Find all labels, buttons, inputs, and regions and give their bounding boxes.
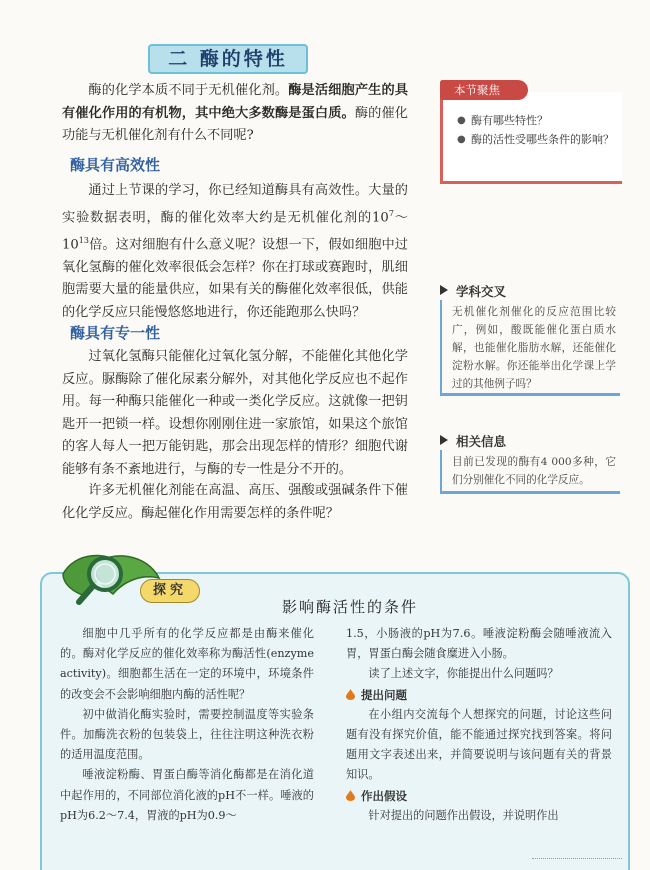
heading-efficiency: 酶具有高效性 <box>70 156 161 174</box>
cross-discipline-title <box>440 282 506 300</box>
focus-list <box>457 112 619 150</box>
explore-title: 影响酶活性的条件 <box>281 598 418 616</box>
footer-mark <box>532 858 622 866</box>
step2-text: 针对提出的问题作出假设，并说明作出 <box>368 808 559 822</box>
exponent-13: 13 <box>78 235 89 245</box>
efficiency-text-b: ～10 <box>62 209 408 252</box>
triangle-marker-icon <box>440 285 448 295</box>
explore-left-p2: 初中做消化酶实验时，需要控制温度等实验条件。加酶洗衣粉的包装袋上，往往注明这种洗衣粉的适用温度范围。 <box>60 707 314 762</box>
cross-discipline-text: 无机催化剂催化的反应范围比较广，例如，酸既能催化蛋白质水解，也能催化脂肪水解，还能催化淀粉水解。你还能举出化学课上学过的其他例子吗？ <box>440 300 620 396</box>
related-info-title <box>440 432 506 450</box>
intro-plain-start: 酶的化学本质不同于无机催化剂。 <box>88 83 289 98</box>
step1-title: 提出问题 <box>361 687 407 702</box>
info-title-text: 相关信息 <box>456 434 507 449</box>
paragraph-specificity: 过氧化氢酶只能催化过氧化氢分解，不能催化其他化学反应。脲酶除了催化尿素分解外，对其他化学反应也不起作用。每一种酶只能催化一种或一类化学反应。这就像一把钥匙开一把锁一样。设想你刚刚住进一家旅馆，如果这个旅馆的客人每人一把万能钥匙，那会出现怎样的情形？细胞代谢能够有条不紊地进行，与酶的专一性是分不开的。 <box>62 349 408 477</box>
explore-left-p1: 细胞中几乎所有的化学反应都是由酶来催化的。酶对化学反应的催化效率称为酶活性(enzyme activity)。细胞都生活在一定的环境中，环境条件的改变会不会影响细胞内酶的活性呢？ <box>60 627 314 701</box>
step2-title: 作出假设 <box>361 788 407 803</box>
explore-right-p1: 1.5，小肠液的pH为7.6。唾液淀粉酶会随唾液流入胃，胃蛋白酶会随食糜进入小肠。 <box>346 627 612 661</box>
exponent-7: 7 <box>388 208 394 218</box>
heading-specificity: 酶具有专一性 <box>70 324 161 342</box>
intro-plain-end: 酶的催化功能与无机催化剂有什么不同呢? <box>62 105 408 144</box>
cross-title-text: 学科交叉 <box>456 284 507 299</box>
step-hypothesis <box>346 786 612 806</box>
explore-left-column <box>60 624 314 826</box>
triangle-marker-icon <box>440 435 448 445</box>
drop-icon <box>346 790 355 801</box>
paragraph-efficiency <box>62 180 408 324</box>
focus-item: ● 酶有哪些特性？ <box>457 112 619 129</box>
explore-tag: 探究 <box>140 579 200 603</box>
step1-text: 在小组内交流每个人想探究的问题，讨论这些问题有没有探究价值，能不能通过探究找到答案。将问题用文字表述出来，并简要说明与该问题有关的背景知识。 <box>346 707 612 782</box>
focus-item: ● 酶的活性受哪些条件的影响？ <box>457 131 619 148</box>
explore-right-p2: 读了上述文字，你能提出什么问题吗？ <box>368 667 559 681</box>
paragraph-conditions: 许多无机催化剂能在高温、高压、强酸或强碱条件下催化化学反应。酶起催化作用需要怎样的条件呢？ <box>62 483 408 521</box>
focus-box <box>440 83 622 184</box>
drop-icon <box>346 689 355 700</box>
intro-paragraph <box>62 80 408 148</box>
efficiency-text-a: 通过上节课的学习，你已经知道酶具有高效性。大量的实验数据表明，酶的催化效率大约是无机催化剂的10 <box>62 183 408 225</box>
section-heading: 二 酶的特性 <box>148 44 308 74</box>
step-ask-question <box>346 685 612 705</box>
efficiency-text-c: 倍。这对细胞有什么意义呢？设想一下，假如细胞中过氧化氢酶的催化效率很低会怎样？你在打球或赛跑时，肌细胞需要大量的能量供应，如果有关的酶催化效率很低，供能的化学反应只能慢悠悠地进行，你还能跑那么快吗？ <box>62 236 408 320</box>
related-info-text: 目前已发现的酶有4 000多种，它们分别催化不同的化学反应。 <box>440 450 620 494</box>
intro-bold: 酶是活细胞产生的具有催化作用的有机物，其中绝大多数酶是蛋白质。 <box>62 83 409 121</box>
explore-left-p3: 唾液淀粉酶、胃蛋白酶等消化酶都是在消化道中起作用的，不同部位消化液的pH不一样。唾液的pH为6.2～7.4，胃液的pH为0.9～ <box>60 768 314 822</box>
focus-tag: 本节聚焦 <box>440 80 528 100</box>
explore-right-column <box>346 624 612 826</box>
